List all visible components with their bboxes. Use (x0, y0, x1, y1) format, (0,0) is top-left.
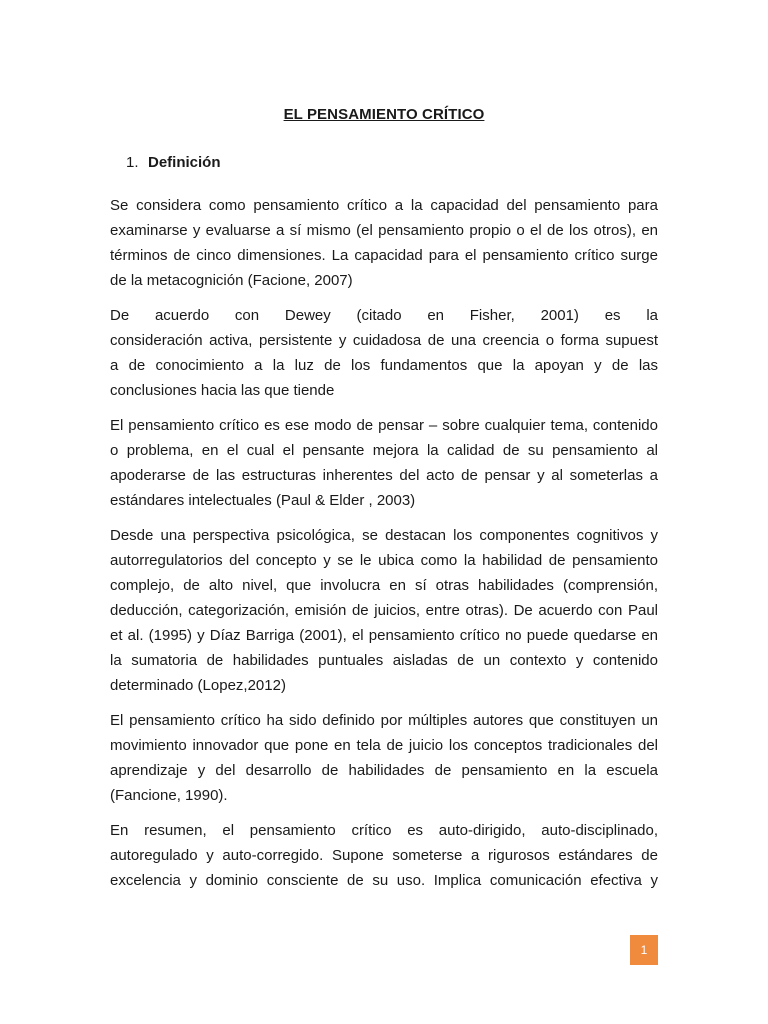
paragraph-line: De acuerdo con Dewey (citado en Fisher, 2001) es la (110, 307, 658, 324)
paragraph-line: a de conocimiento a la luz de los fundamentos que la apoyan y de las (110, 357, 658, 374)
section-number: 1. (126, 154, 139, 171)
paragraph-line: apoderarse de las estructuras inherentes del acto de pensar y al someterlas a (110, 467, 658, 484)
paragraph (110, 303, 658, 403)
paragraph-line: autoregulado y auto-corregido. Supone someterse a rigurosos estándares de (110, 847, 658, 864)
paragraph (110, 818, 658, 893)
paragraph-line: estándares intelectuales (Paul & Elder , 2003) (110, 492, 416, 509)
paragraph-line: aprendizaje y del desarrollo de habilidades de pensamiento en la escuela (110, 762, 658, 779)
paragraph (110, 708, 658, 808)
paragraph (110, 523, 658, 698)
paragraph (110, 193, 658, 293)
paragraph-line: autorregulatorios del concepto y se le ubica como la habilidad de pensamiento (110, 552, 658, 569)
paragraph-line: deducción, categorización, emisión de juicios, entre otras). De acuerdo con Paul (110, 602, 658, 619)
paragraph-line: El pensamiento crítico ha sido definido por múltiples autores que constituyen un (110, 712, 658, 729)
paragraph-line: examinarse y evaluarse a sí mismo (el pensamiento propio o el de los otros), en (110, 222, 658, 239)
paragraph-line: Se considera como pensamiento crítico a la capacidad del pensamiento para (110, 197, 658, 214)
document-title: EL PENSAMIENTO CRÍTICO (283, 106, 485, 123)
paragraph-line: o problema, en el cual el pensante mejora la calidad de su pensamiento al (110, 442, 658, 459)
paragraph-line: movimiento innovador que pone en tela de juicio los conceptos tradicionales del (110, 737, 658, 754)
paragraph-line: términos de cinco dimensiones. La capacidad para el pensamiento crítico surge (110, 247, 658, 264)
paragraph-line: consideración activa, persistente y cuidadosa de una creencia o forma supuest (110, 332, 658, 349)
paragraph-line: conclusiones hacia las que tiende (110, 382, 335, 399)
paragraph-line: de la metacognición (Facione, 2007) (110, 272, 353, 289)
paragraph-line: complejo, de alto nivel, que involucra en sí otras habilidades (comprensión, (110, 577, 658, 594)
paragraph-line: El pensamiento crítico es ese modo de pensar – sobre cualquier tema, contenido (110, 417, 658, 434)
body-text (110, 193, 658, 903)
section-title: Definición (148, 154, 221, 171)
section-heading (126, 154, 221, 171)
paragraph-line: excelencia y dominio consciente de su uso. Implica comunicación efectiva y (110, 872, 658, 889)
paragraph-line: En resumen, el pensamiento crítico es auto-dirigido, auto-disciplinado, (110, 822, 658, 839)
page-number-badge: 1 (630, 935, 658, 965)
paragraph-line: la sumatoria de habilidades puntuales aisladas de un contexto y contenido (110, 652, 658, 669)
paragraph-line: et al. (1995) y Díaz Barriga (2001), el pensamiento crítico no puede quedarse en (110, 627, 658, 644)
paragraph-line: (Fancione, 1990). (110, 787, 228, 804)
paragraph-line: Desde una perspectiva psicológica, se destacan los componentes cognitivos y (110, 527, 658, 544)
paragraph-line: determinado (Lopez,2012) (110, 677, 286, 694)
paragraph (110, 413, 658, 513)
